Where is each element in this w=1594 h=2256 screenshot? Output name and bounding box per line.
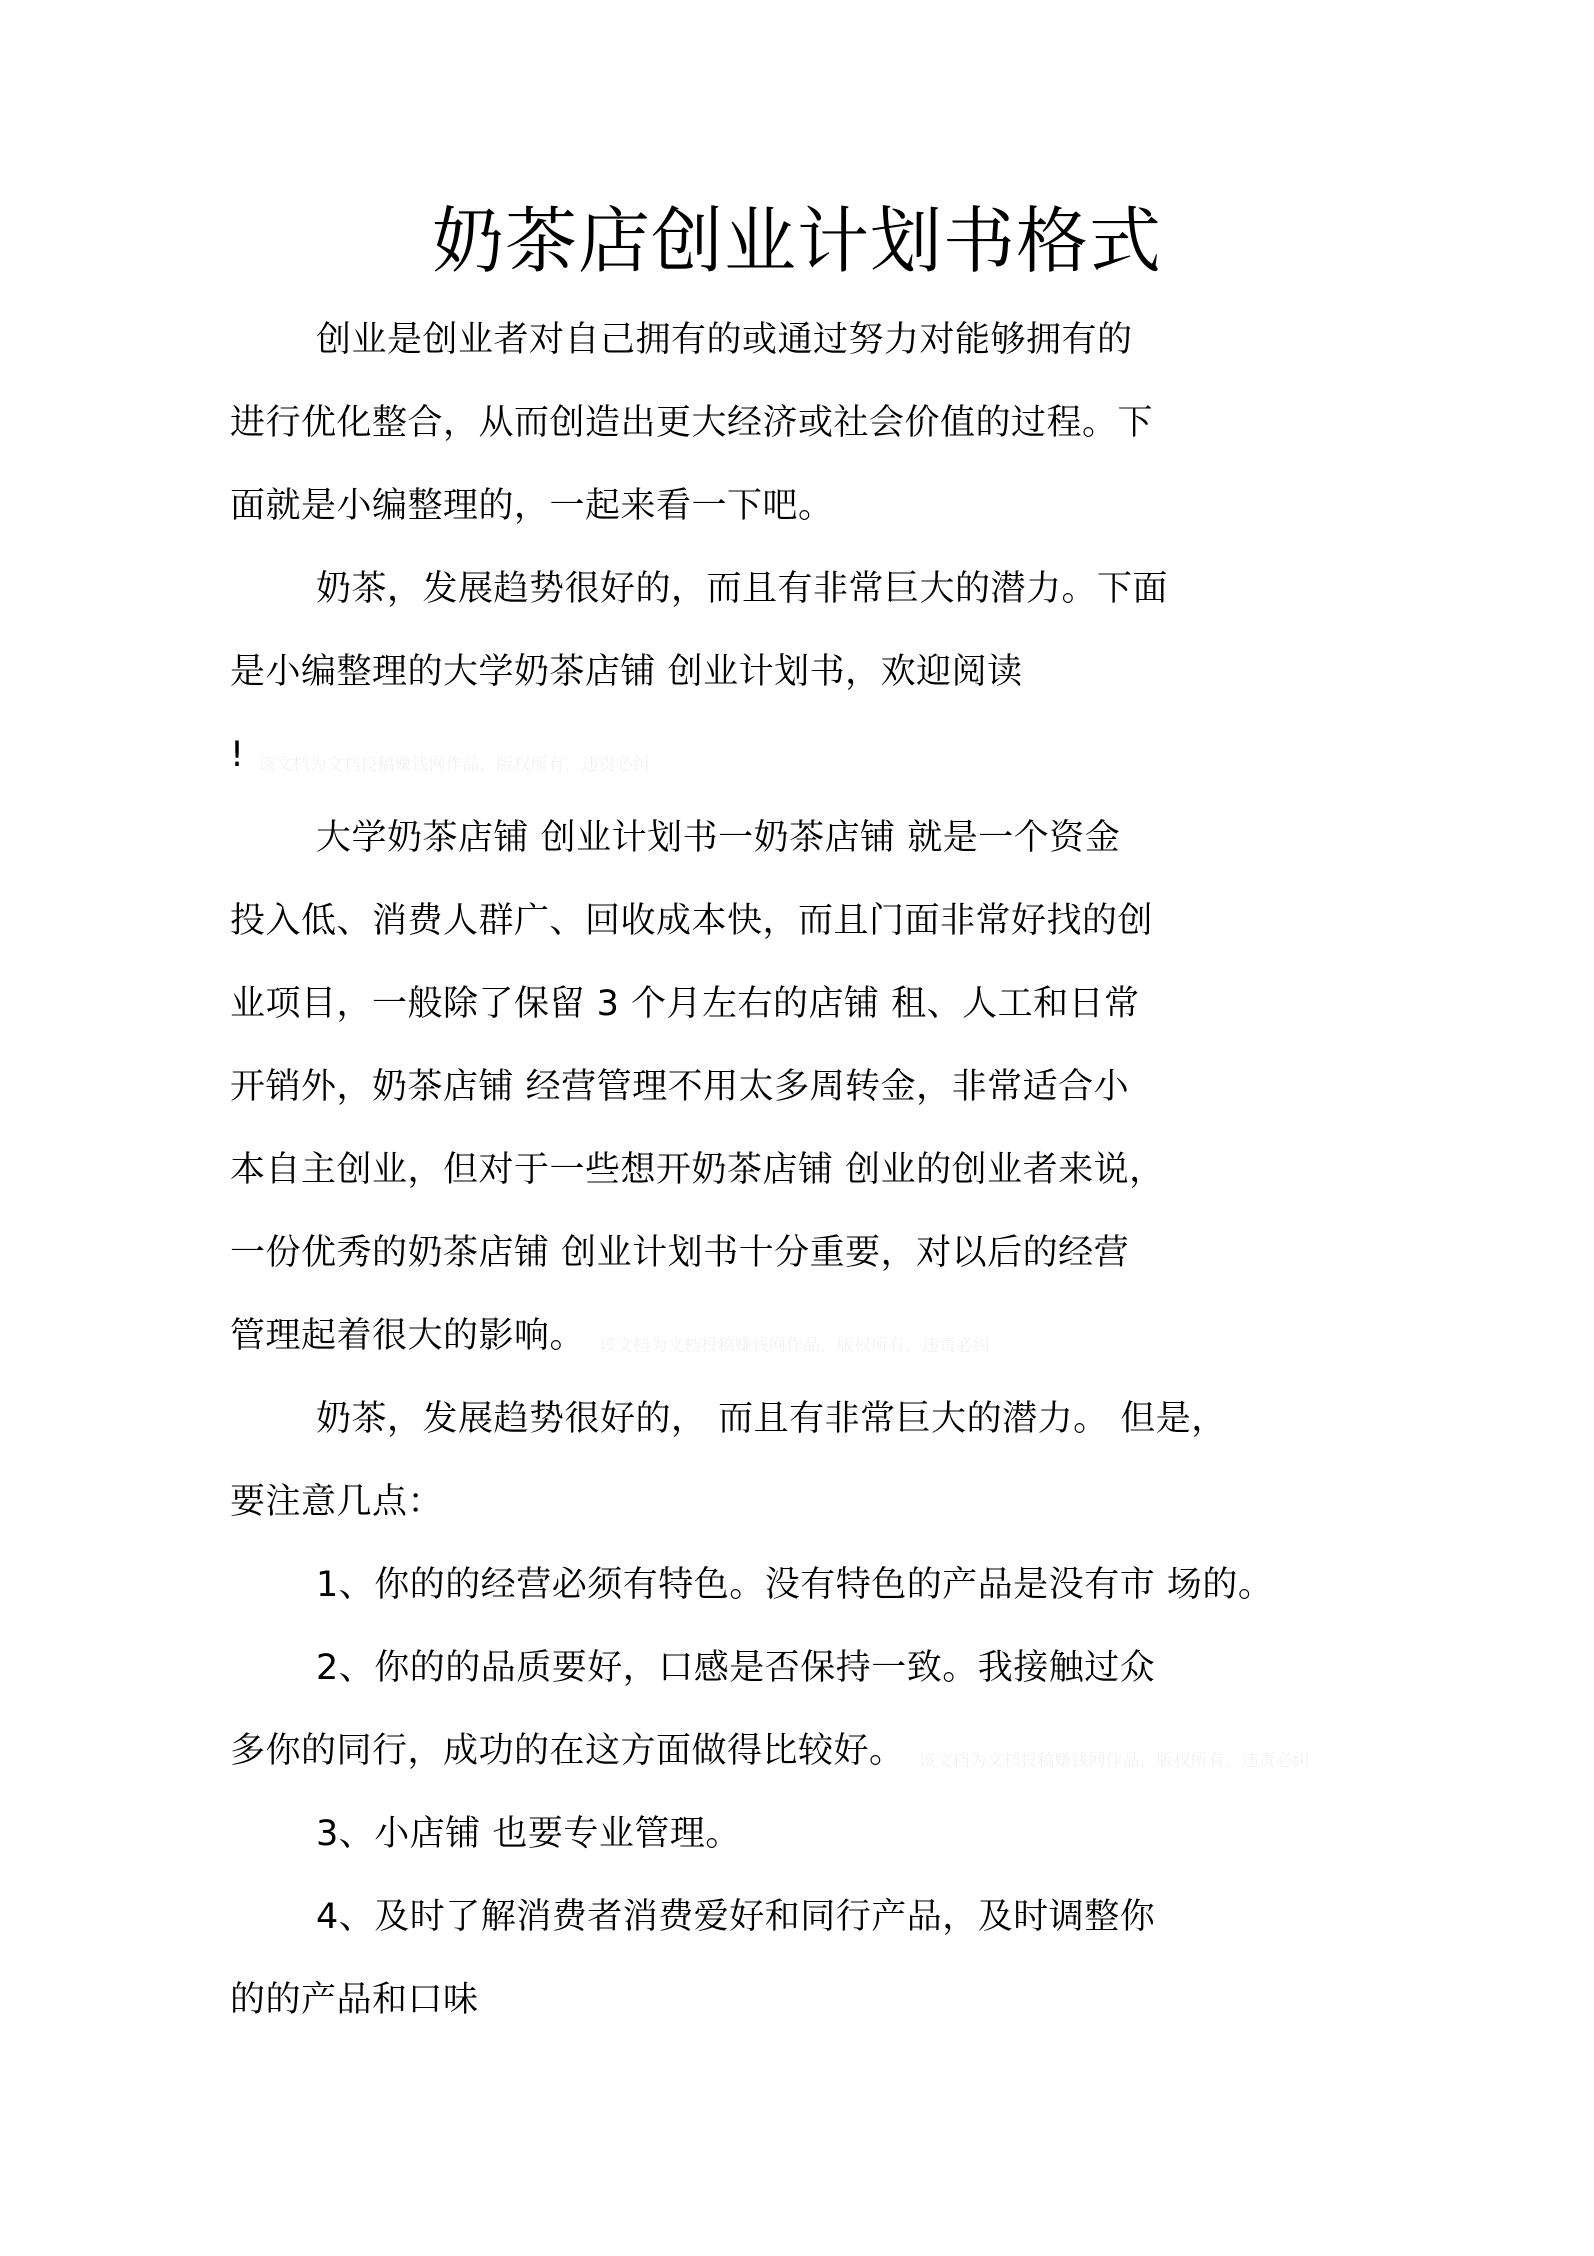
line-text: 大学奶茶店铺 创业计划书一奶茶店铺 就是一个资金 <box>316 818 1121 858</box>
list-item-continuation <box>230 1729 1310 1783</box>
line-text: 3、小店铺 也要专业管理。 <box>316 1814 741 1854</box>
line-text: 是小编整理的大学奶茶店铺 创业计划书，欢迎阅读 <box>230 652 1023 692</box>
line-text: 投入低、消费人群广、回收成本快，而且门面非常好找的创 <box>230 901 1154 941</box>
paragraph-line <box>316 816 1120 860</box>
line-text: 面就是小编整理的，一起来看一下吧。 <box>230 486 834 526</box>
line-text: 奶茶，发展趋势很好的， 而且有非常巨大的潜力。 但是， <box>316 1399 1227 1439</box>
paragraph-line <box>230 1148 1165 1192</box>
list-item <box>316 1646 1155 1690</box>
line-text: 的的产品和口味 <box>230 1980 479 2020</box>
line-text: 管理起着很大的影响。 <box>230 1316 586 1356</box>
line-text: 创业是创业者对自己拥有的或通过努力对能够拥有的 <box>316 320 1133 360</box>
page-title: 奶茶店创业计划书格式 <box>431 199 1162 283</box>
list-item <box>316 1895 1155 1939</box>
paragraph-line <box>230 1480 443 1524</box>
paragraph-line <box>316 318 1133 362</box>
line-text: 业项目，一般除了保留 3 个月左右的店铺 租、人工和日常 <box>230 984 1140 1024</box>
paragraph-line <box>230 899 1153 943</box>
paragraph-line <box>230 982 1140 1026</box>
line-text: 本自主创业，但对于一些想开奶茶店铺 创业的创业者来说， <box>230 1150 1165 1190</box>
paragraph-line <box>230 484 834 528</box>
watermark-text: 该文档为文档投稿赚钱网作品，版权所有，违责必纠 <box>599 1336 991 1356</box>
line-text: 4、及时了解消费者消费爱好和同行产品，及时调整你 <box>316 1897 1156 1937</box>
paragraph-line <box>230 1065 1129 1109</box>
paragraph-line <box>230 650 1023 694</box>
line-text: 开销外，奶茶店铺 经营管理不用太多周转金，非常适合小 <box>230 1067 1130 1107</box>
list-item-continuation <box>230 1978 479 2022</box>
line-text: 2、你的的品质要好，口感是否保持一致。我接触过众 <box>316 1648 1156 1688</box>
line-text: 多你的同行，成功的在这方面做得比较好。 <box>230 1731 905 1771</box>
line-text: 奶茶，发展趋势很好的，而且有非常巨大的潜力。下面 <box>316 569 1169 609</box>
line-text: 进行优化整合，从而创造出更大经济或社会价值的过程。下 <box>230 403 1154 443</box>
list-item <box>316 1563 1273 1607</box>
line-text: 1、你的的经营必须有特色。没有特色的产品是没有市 场的。 <box>316 1565 1274 1605</box>
paragraph-line <box>230 401 1153 445</box>
watermark-text: 该文档为文档投稿赚钱网作品，版权所有，违责必纠 <box>258 755 650 775</box>
watermark-text: 该文档为文档投稿赚钱网作品，版权所有，违责必纠 <box>918 1751 1310 1771</box>
paragraph-line <box>316 567 1168 611</box>
paragraph-line <box>230 733 650 787</box>
paragraph-line <box>230 1231 1129 1275</box>
paragraph-line <box>316 1397 1227 1441</box>
line-text: 一份优秀的奶茶店铺 创业计划书十分重要，对以后的经营 <box>230 1233 1130 1273</box>
paragraph-line <box>230 1314 990 1368</box>
line-text: ! <box>230 735 245 775</box>
line-text: 要注意几点： <box>230 1482 444 1522</box>
list-item <box>316 1812 741 1856</box>
